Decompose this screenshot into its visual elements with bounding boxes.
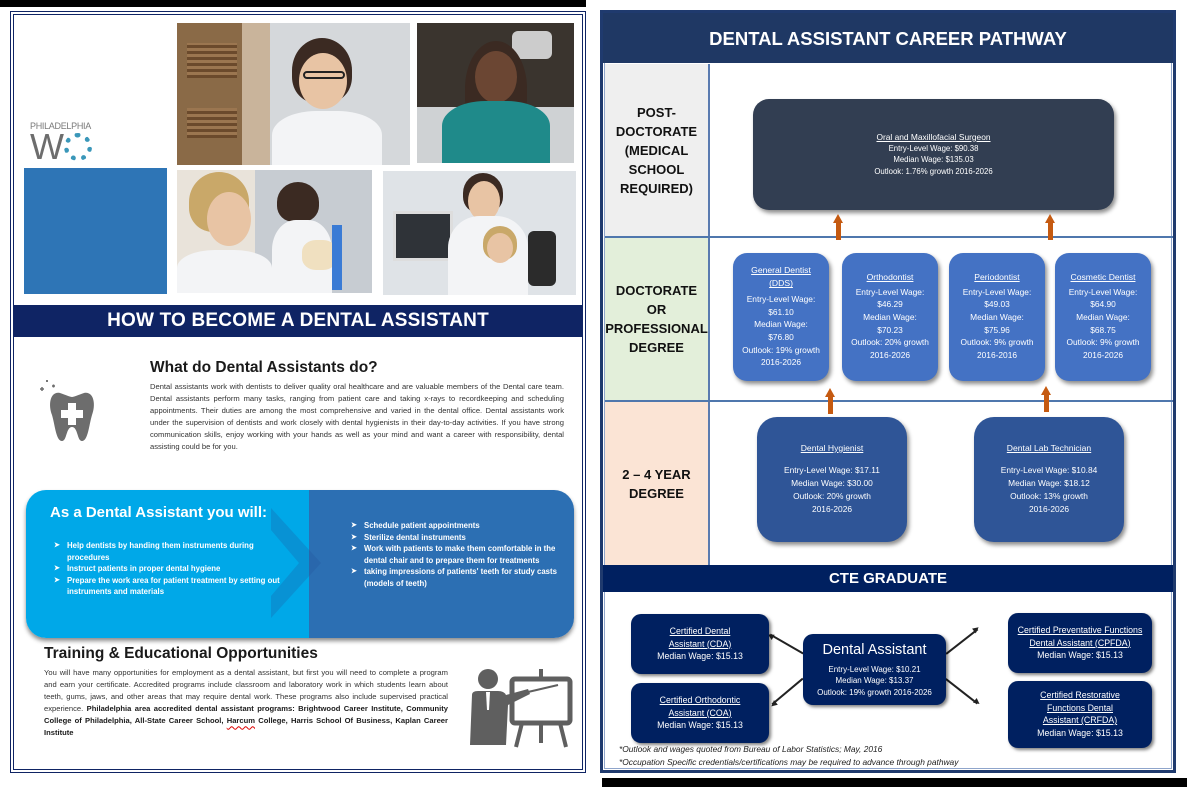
tooth-icon (38, 375, 98, 445)
career-card-coa: Certified Orthodontic Assistant (COA) Median Wage: $15.13 (631, 683, 769, 743)
outlook: Outlook: 1.76% growth 2016-2026 (874, 166, 993, 176)
arrow-up-icon (1045, 214, 1055, 240)
arrow-up-icon (1041, 386, 1051, 412)
list-item: ➤ taking impressions of patients' teeth for study casts (models of teeth) (351, 566, 566, 589)
career-pathway-title: DENTAL ASSISTANT CAREER PATHWAY (603, 13, 1173, 63)
career-name: Oral and Maxillofacial Surgeon (876, 131, 991, 142)
level-label-two-four-year: 2 – 4 YEAR DEGREE (605, 402, 710, 565)
logo-ring-icon (64, 133, 92, 161)
connector-arrow-icon (946, 678, 978, 704)
entry-wage: Entry-Level Wage: $90.38 (888, 143, 979, 153)
duties-list-right (351, 520, 566, 589)
training-body: You will have many opportunities for employment as a dental assistant, but first you will need to complete a program and earn your certificate. Accredited programs include classroom and laboratory work in which students learn about teeth, gums, jaws, and other areas that may require dental work. These programs also include supervised practical experience. Philadelphia area accredited dental assistant programs: Brightwood Career Institute, Community College of Philadelphia, All-State Career School, Harcum College, Harris School Of Business, Kaplan Career Institute (44, 668, 448, 738)
footnote-credentials: *Occupation Specific credentials/certifications may be required to advance through pathway (619, 757, 959, 767)
level-divider (605, 236, 710, 238)
list-item: ➤ Help dentists by handing them instruments during procedures (54, 540, 284, 563)
training-heading: Training & Educational Opportunities (44, 645, 318, 662)
list-item: ➤ Schedule patient appointments (351, 520, 566, 532)
career-card-dental-hygienist: Dental Hygienist Entry-Level Wage: $17.11 Median Wage: $30.00 Outlook: 20% growth 2016-2026 (757, 417, 907, 542)
level-divider (605, 400, 710, 402)
list-item: ➤ Instruct patients in proper dental hygiene (54, 563, 284, 575)
list-item: ➤ Sterilize dental instruments (351, 532, 566, 544)
arrow-up-icon (825, 388, 835, 414)
level-divider (710, 236, 1173, 238)
scan-border-top (0, 0, 586, 7)
list-item: ➤ Prepare the work area for patient treatment by setting out instruments and materials (54, 575, 284, 598)
nurse-in-scrubs-photo (417, 23, 574, 163)
blue-accent-block (24, 168, 167, 294)
connector-arrow-icon (772, 678, 804, 705)
list-item: ➤ Work with patients to make them comfortable in the dental chair and to prepare them for treatments (351, 543, 566, 566)
career-card-cpfda: Certified Preventative Functions Dental Assistant (CPFDA) Median Wage: $15.13 (1008, 613, 1152, 673)
connector-arrow-icon (770, 634, 804, 654)
logo-text-works: W (30, 129, 160, 212)
as-a-dental-assistant-box (26, 490, 574, 638)
career-card-cosmetic-dentist: Cosmetic Dentist Entry-Level Wage: $64.90 Median Wage: $68.75 Outlook: 9% growth 2016-2026 (1055, 253, 1151, 381)
connector-arrow-icon (946, 629, 978, 655)
teacher-presentation-icon (466, 665, 576, 750)
what-do-assistants-do-body: Dental assistants work with dentists to deliver quality oral healthcare and are valuable members of the Dental care team. Dental assistants perform many tasks, ranging from patient care and taking x-rays to recordkeeping and scheduling appointments. Their duties are among the most comprehensive and varied in the dental office. Dental assistants work under the supervision of dentists and work closely with dental hygienists in their day-to-day activities. If you have strong communication skills, enjoy working with your hands as well as your mind and want a career with responsibility, dental assisting could be for you. (150, 382, 564, 452)
career-card-general-dentist: General Dentist (DDS) Entry-Level Wage: $61.10 Median Wage: $76.80 Outlook: 19% growth 2016-2026 (733, 253, 829, 381)
spellcheck-flagged-word: Harcum (226, 716, 255, 726)
career-card-cda: Certified Dental Assistant (CDA) Median Wage: $15.13 (631, 614, 769, 674)
level-label-post-doctorate: POST- DOCTORATE (MEDICAL SCHOOL REQUIRED) (605, 64, 710, 236)
level-label-doctorate: DOCTORATE OR PROFESSIONAL DEGREE (605, 238, 710, 400)
level-divider (710, 400, 1173, 402)
career-card-orthodontist: Orthodontist Entry-Level Wage: $46.29 Median Wage: $70.23 Outlook: 20% growth 2016-2026 (842, 253, 938, 381)
dentist-with-child-patient-photo (383, 171, 576, 295)
median-wage: Median Wage: $135.03 (893, 155, 974, 165)
scan-border-bottom (602, 778, 1187, 787)
logo-text-top: PHILADELPHIA (30, 121, 91, 131)
dental-lab-students-photo (177, 170, 372, 293)
dentist-with-glasses-photo (177, 23, 410, 165)
right-page-career-pathway (600, 10, 1176, 773)
section-banner-how-to-become: HOW TO BECOME A DENTAL ASSISTANT (14, 305, 582, 337)
left-page-how-to-become (10, 11, 586, 773)
career-card-crfda: Certified Restorative Functions Dental Assistant (CRFDA) Median Wage: $15.13 (1008, 681, 1152, 748)
arrow-up-icon (833, 214, 843, 240)
career-card-periodontist: Periodontist Entry-Level Wage: $49.03 Median Wage: $75.96 Outlook: 9% growth 2016-2016 (949, 253, 1045, 381)
what-do-assistants-do-heading: What do Dental Assistants do? (150, 359, 378, 376)
career-card-oral-surgeon (753, 99, 1114, 210)
will-box-title: As a Dental Assistant you will: (50, 504, 267, 521)
career-card-dental-lab-technician: Dental Lab Technician Entry-Level Wage: $10.84 Median Wage: $18.12 Outlook: 13% growth 2016-2026 (974, 417, 1124, 542)
footnote-sources: *Outlook and wages quoted from Bureau of Labor Statistics; May, 2016 (619, 744, 883, 754)
philadelphia-works-logo (30, 115, 160, 165)
cte-graduate-banner: CTE GRADUATE (603, 565, 1173, 592)
duties-list-left (54, 540, 284, 598)
career-card-dental-assistant: Dental Assistant Entry-Level Wage: $10.21 Median Wage: $13.37 Outlook: 19% growth 2016-2026 (803, 634, 946, 705)
